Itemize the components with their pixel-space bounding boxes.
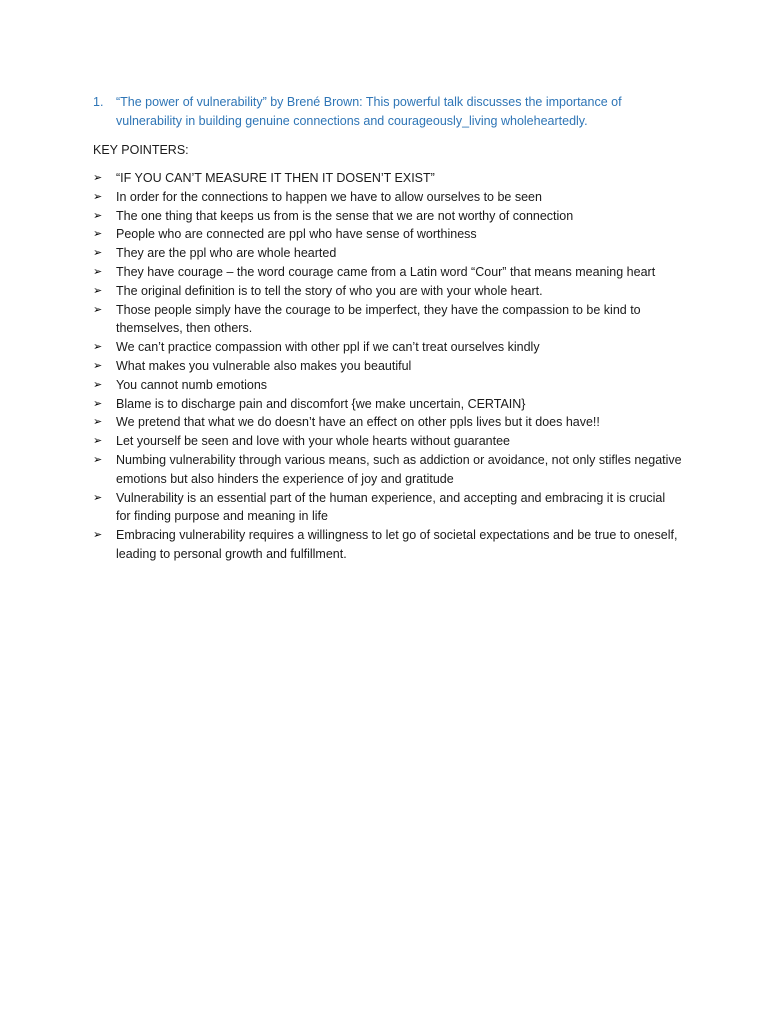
arrowhead-bullet-icon: ➢ [93,453,103,466]
pointer-text: In order for the connections to happen we have to allow ourselves to be seen [116,189,542,204]
list-item [93,225,683,244]
arrowhead-bullet-icon: ➢ [93,303,103,316]
list-item [93,244,683,263]
arrowhead-bullet-icon: ➢ [93,529,103,542]
list-item [93,263,683,282]
list-item [93,188,683,207]
arrowhead-bullet-icon: ➢ [93,378,103,391]
list-item [93,526,683,564]
pointer-text: They are the ppl who are whole hearted [116,246,337,261]
pointer-text: They have courage – the word courage came from a Latin word “Cour” that means meaning heart [116,264,656,279]
list-item [93,357,683,376]
arrowhead-bullet-icon: ➢ [93,435,103,448]
pointer-text: “IF YOU CAN’T MEASURE IT THEN IT DOSEN’T EXIST” [116,171,435,185]
list-item [93,282,683,301]
list-item [93,338,683,357]
list-item [93,207,683,226]
arrowhead-bullet-icon: ➢ [93,265,103,278]
list-item [93,301,683,339]
intro-text: “The power of vulnerability” by Brené Brown: This powerful talk discusses the importance of vulnerability in building genuine connections and courageously_living wholeheartedly. [116,95,622,128]
pointer-text: Embracing vulnerability requires a willingness to let go of societal expectations and be true to oneself, leading to personal growth and fulfillment. [116,528,678,561]
pointer-text: We can’t practice compassion with other ppl if we can’t treat ourselves kindly [116,340,540,355]
pointer-text: Those people simply have the courage to be imperfect, they have the compassion to be kind to themselves, then others. [116,302,641,336]
list-item [93,395,683,414]
list-item [93,432,683,451]
pointer-text: Blame is to discharge pain and discomfort {we make uncertain, CERTAIN} [116,396,526,411]
arrowhead-bullet-icon: ➢ [93,209,103,222]
list-number: 1. [93,95,104,109]
pointer-text: The original definition is to tell the story of who you are with your whole heart. [116,283,543,298]
key-pointers-list [93,169,683,564]
arrowhead-bullet-icon: ➢ [93,172,103,184]
arrowhead-bullet-icon: ➢ [93,228,103,241]
arrowhead-bullet-icon: ➢ [93,190,103,203]
list-item [93,169,683,188]
arrowhead-bullet-icon: ➢ [93,397,103,410]
arrowhead-bullet-icon: ➢ [93,491,103,504]
arrowhead-bullet-icon: ➢ [93,247,103,260]
pointer-text: You cannot numb emotions [116,377,268,392]
pointer-text: What makes you vulnerable also makes you beautiful [116,358,412,373]
pointer-text: Let yourself be seen and love with your whole hearts without guarantee [116,434,510,449]
pointer-text: The one thing that keeps us from is the sense that we are not worthy of connection [116,208,574,223]
arrowhead-bullet-icon: ➢ [93,359,103,372]
numbered-list-item [93,93,673,131]
list-item [93,489,683,527]
pointer-text: Numbing vulnerability through various means, such as addiction or avoidance, not only stifles negative emotions but also hinders the experience of joy and gratitude [116,452,682,486]
list-item [93,451,683,489]
arrowhead-bullet-icon: ➢ [93,341,103,354]
list-item [93,376,683,395]
arrowhead-bullet-icon: ➢ [93,284,103,297]
arrowhead-bullet-icon: ➢ [93,416,103,429]
list-item [93,413,683,432]
key-pointers-heading: KEY POINTERS: [93,143,189,157]
pointer-text: People who are connected are ppl who have sense of worthiness [116,227,477,242]
pointer-text: Vulnerability is an essential part of the human experience, and accepting and embracing it is crucial for finding purpose and meaning in life [116,490,666,524]
pointer-text: We pretend that what we do doesn’t have an effect on other ppls lives but it does have!! [116,415,600,430]
